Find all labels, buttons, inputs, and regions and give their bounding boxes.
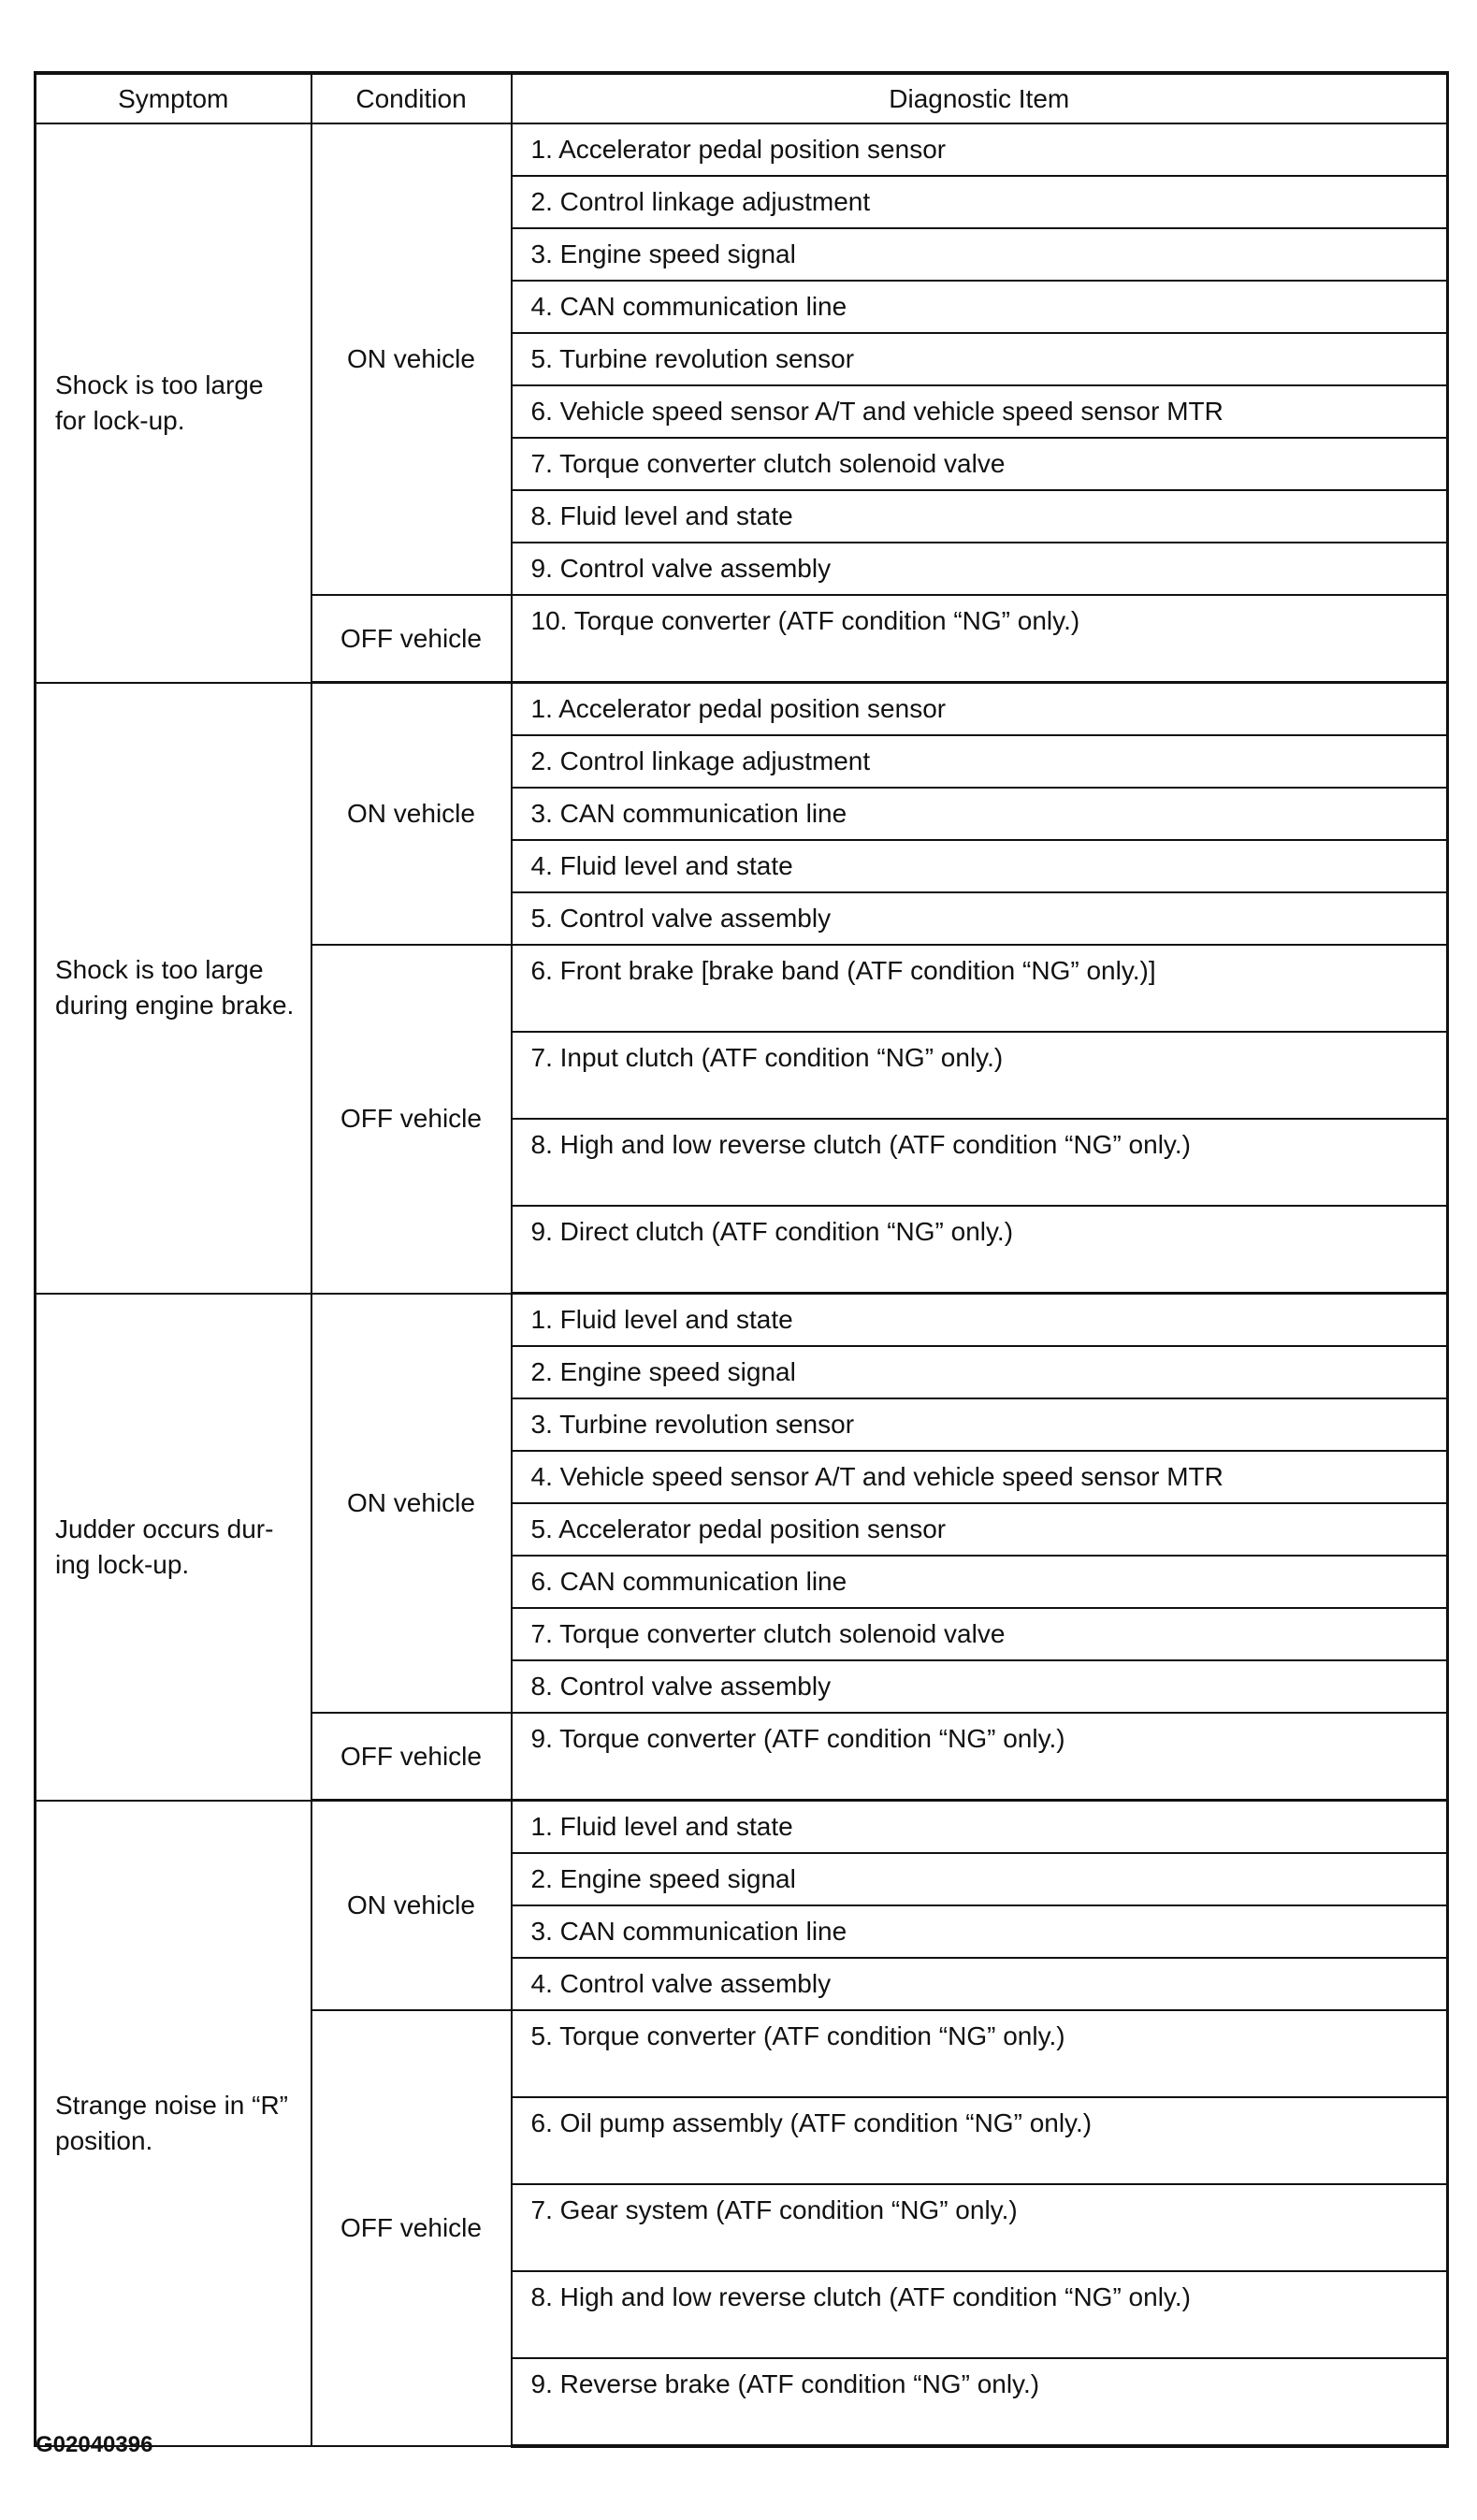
diagnostic-item-cell: 5. Control valve assembly	[512, 892, 1448, 945]
diagnostic-item-cell: 10. Torque converter (ATF condition “NG” only.)	[512, 595, 1448, 683]
diagnostic-item-cell: 3. CAN communication line	[512, 1905, 1448, 1958]
diagnostic-item-cell: 3. Turbine revolution sensor	[512, 1398, 1448, 1451]
table-body	[36, 123, 1448, 2446]
condition-cell: OFF vehicle	[311, 945, 512, 1294]
symptom-cell: Strange noise in “R” position.	[36, 1801, 311, 2447]
condition-cell: ON vehicle	[311, 123, 512, 595]
diagnostic-item-cell: 9. Direct clutch (ATF condition “NG” only.)	[512, 1206, 1448, 1294]
table-row	[36, 1801, 1448, 1854]
diagnostic-item-cell: 9. Reverse brake (ATF condition “NG” only.)	[512, 2358, 1448, 2446]
condition-cell: OFF vehicle	[311, 1713, 512, 1801]
condition-cell: ON vehicle	[311, 683, 512, 946]
diagnostic-item-cell: 3. Engine speed signal	[512, 228, 1448, 281]
figure-id: G02040396	[36, 2432, 153, 2457]
diagnostic-item-cell: 4. CAN communication line	[512, 281, 1448, 333]
header-symptom: Symptom	[36, 73, 311, 123]
symptom-cell: Shock is too large for lock-up.	[36, 123, 311, 683]
diagnostic-item-cell: 2. Control linkage adjustment	[512, 176, 1448, 228]
diagnostic-item-cell: 1. Fluid level and state	[512, 1801, 1448, 1854]
diagnostic-item-cell: 7. Torque converter clutch solenoid valve	[512, 1608, 1448, 1660]
diagnostic-item-cell: 7. Input clutch (ATF condition “NG” only.)	[512, 1032, 1448, 1119]
diagnostic-item-cell: 1. Accelerator pedal position sensor	[512, 123, 1448, 176]
diagnostic-item-cell: 2. Engine speed signal	[512, 1346, 1448, 1398]
diagnostic-item-cell: 2. Engine speed signal	[512, 1853, 1448, 1905]
diagnostic-item-cell: 6. Vehicle speed sensor A/T and vehicle speed sensor MTR	[512, 385, 1448, 438]
table-header-row	[36, 73, 1448, 123]
diagnostic-item-cell: 6. CAN communication line	[512, 1556, 1448, 1608]
symptom-cell: Shock is too large during engine brake.	[36, 683, 311, 1294]
diagnostic-item-cell: 5. Torque converter (ATF condition “NG” only.)	[512, 2010, 1448, 2097]
header-condition: Condition	[311, 73, 512, 123]
diagnostic-item-cell: 8. High and low reverse clutch (ATF condition “NG” only.)	[512, 1119, 1448, 1206]
condition-cell: ON vehicle	[311, 1294, 512, 1714]
diagnostic-item-cell: 6. Oil pump assembly (ATF condition “NG” only.)	[512, 2097, 1448, 2184]
diagnostic-item-cell: 4. Vehicle speed sensor A/T and vehicle speed sensor MTR	[512, 1451, 1448, 1503]
diagnostic-item-cell: 8. High and low reverse clutch (ATF condition “NG” only.)	[512, 2271, 1448, 2358]
symptom-cell: Judder occurs dur-ing lock-up.	[36, 1294, 311, 1801]
diagnostic-item-cell: 8. Control valve assembly	[512, 1660, 1448, 1713]
condition-cell: OFF vehicle	[311, 595, 512, 683]
diagnostic-item-cell: 6. Front brake [brake band (ATF condition “NG” only.)]	[512, 945, 1448, 1032]
diagnostic-item-cell: 9. Control valve assembly	[512, 543, 1448, 595]
diagnostic-item-cell: 7. Gear system (ATF condition “NG” only.)	[512, 2184, 1448, 2271]
table-row	[36, 1294, 1448, 1347]
diagnostic-item-cell: 9. Torque converter (ATF condition “NG” only.)	[512, 1713, 1448, 1801]
diagnostic-item-cell: 4. Control valve assembly	[512, 1958, 1448, 2010]
diagnostic-item-cell: 5. Accelerator pedal position sensor	[512, 1503, 1448, 1556]
diagnostic-table	[34, 71, 1449, 2448]
table-row	[36, 683, 1448, 736]
diagnostic-item-cell: 5. Turbine revolution sensor	[512, 333, 1448, 385]
diagnostic-item-cell: 1. Fluid level and state	[512, 1294, 1448, 1347]
diagnostic-item-cell: 7. Torque converter clutch solenoid valve	[512, 438, 1448, 490]
condition-cell: OFF vehicle	[311, 2010, 512, 2446]
diagnostic-item-cell: 2. Control linkage adjustment	[512, 735, 1448, 788]
diagnostic-item-cell: 1. Accelerator pedal position sensor	[512, 683, 1448, 736]
header-diagnostic-item: Diagnostic Item	[512, 73, 1448, 123]
diagnostic-item-cell: 4. Fluid level and state	[512, 840, 1448, 892]
diagnostic-item-cell: 8. Fluid level and state	[512, 490, 1448, 543]
diagnostic-item-cell: 3. CAN communication line	[512, 788, 1448, 840]
table-row	[36, 123, 1448, 176]
condition-cell: ON vehicle	[311, 1801, 512, 2011]
